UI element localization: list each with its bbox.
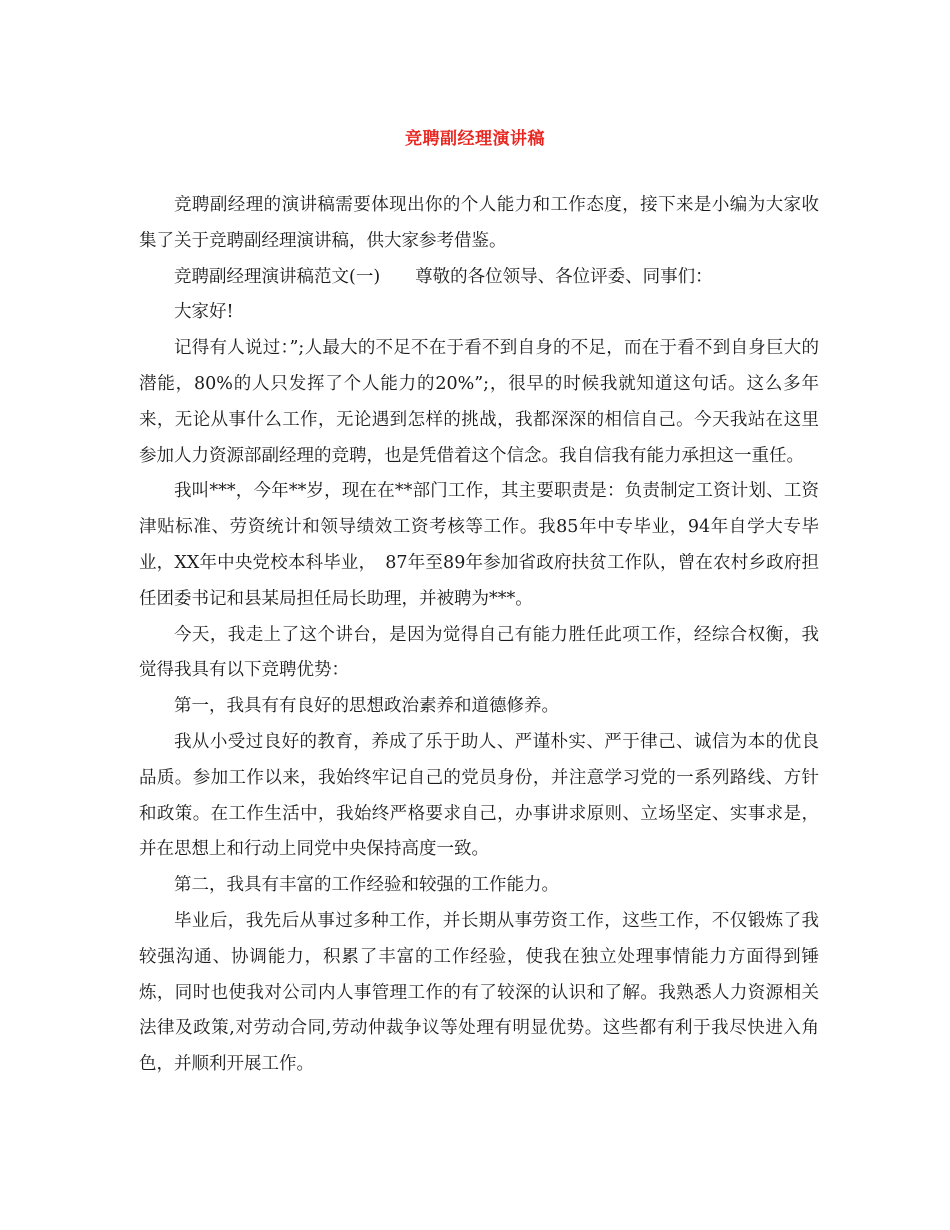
paragraph-quote: 记得有人说过：”;人最大的不足不在于看不到自身的不足，而在于看不到自身巨大的潜能，80%的人只发挥了个人能力的20%”;，很早的时候我就知道这句话。这么多年来，无论从事什么工作，无论遇到怎样的挑战，我都深深的相信自己。今天我站在这里参加人力资源部副经理的竞聘，也是凭借着这个信念。我自信我有能力承担这一重任。 [139,338,819,466]
paragraph-advantages-intro: 今天，我走上了这个讲台，是因为觉得自己有能力胜任此项工作，经综合权衡，我觉得我具有以下竞聘优势： [139,624,819,681]
paragraph-greeting: 大家好! [174,302,234,323]
paragraph-point-one-detail: 我从小受过良好的教育，养成了乐于助人、严谨朴实、严于律己、诚信为本的优良品质。参加工作以来，我始终牢记自己的党员身份，并注意学习党的一系列路线、方针和政策。在工作生活中，我始终严格要求自己，办事讲求原则、立场坚定、实事求是，并在思想上和行动上同党中央保持高度一致。 [139,731,819,860]
paragraph-sample-heading: 竞聘副经理演讲稿范文(一) 尊敬的各位领导、各位评委、同事们： [174,266,713,287]
paragraph-point-one: 第一，我具有有良好的思想政治素养和道德修养。 [174,696,559,717]
paragraph-self-introduction: 我叫***，今年**岁，现在在**部门工作，其主要职责是：负责制定工资计划、工资津贴标准、劳资统计和领导绩效工资考核等工作。我85年中专毕业，94年自学大专毕业，XX年中央党校本科毕业， 87年至89年参加省政府扶贫工作队，曾在农村乡政府担任团委书记和县某局担任局长助理，并被聘为***。 [139,481,819,609]
paragraph-point-two-detail: 毕业后，我先后从事过多种工作，并长期从事劳资工作，这些工作，不仅锻炼了我较强沟通、协调能力，积累了丰富的工作经验，使我在独立处理事情能力方面得到锤炼，同时也使我对公司内人事管理工作的有了较深的认识和了解。我熟悉人力资源相关法律及政策,对劳动合同,劳动仲裁争议等处理有明显优势。这些都有利于我尽快进入角色，并顺利开展工作。 [139,910,819,1075]
paragraph-intro: 竞聘副经理的演讲稿需要体现出你的个人能力和工作态度，接下来是小编为大家收集了关于竞聘副经理演讲稿，供大家参考借鉴。 [139,195,819,251]
document-title: 竞聘副经理演讲稿 [405,129,545,149]
document-body [139,188,819,1083]
paragraph-point-two: 第二，我具有丰富的工作经验和较强的工作能力。 [174,875,559,896]
